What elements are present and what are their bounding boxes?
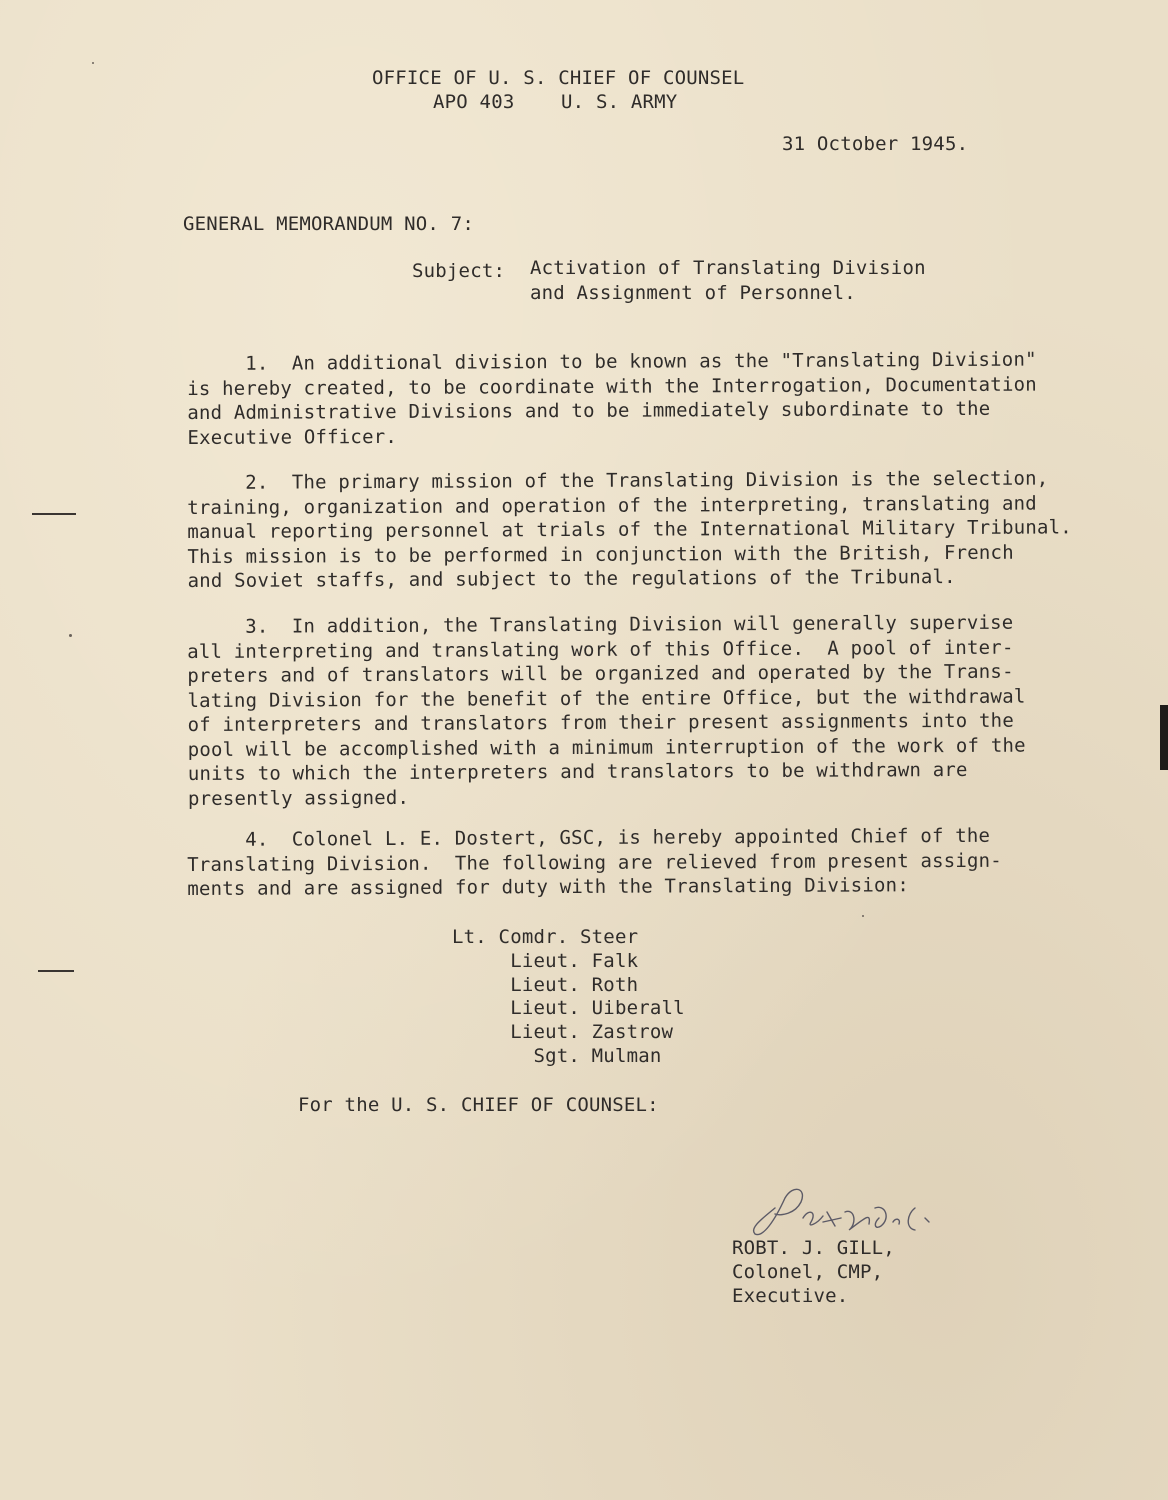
personnel-item: Sgt. Mulman [452,1044,662,1067]
punch-hole-mark-top [32,513,76,515]
punch-hole-mark-bottom [38,970,74,972]
paragraph-3 [187,611,1026,811]
personnel-item: Lieut. Falk [452,949,639,972]
memo-date: 31 October 1945. [782,133,969,155]
paragraph-line: all interpreting and translating work of this Office. A pool of inter- [187,636,1014,663]
signatory-title: Executive. [732,1285,849,1307]
paragraph-2 [187,466,1072,593]
paragraph-line: Executive Officer. [187,425,398,449]
paper-speck [69,634,72,637]
signatory-name: ROBT. J. GILL, [732,1237,895,1259]
signatory-rank: Colonel, CMP, [732,1261,884,1283]
paper-speck [92,62,94,64]
subject-line-2: and Assignment of Personnel. [530,282,856,304]
paragraph-line: preters and of translators will be organized and operated by the Trans- [187,660,1014,687]
paragraph-line: This mission is to be performed in conjunction with the British, French [187,541,1014,568]
subject-line-1: Activation of Translating Division [530,257,926,279]
paragraph-line: is hereby created, to be coordinate with the Interrogation, Documentation [187,373,1037,400]
personnel-item: Lieut. Uiberall [452,997,685,1020]
page-edge-shadow [1160,705,1168,770]
personnel-list [452,926,685,1069]
paragraph-4 [187,824,1002,902]
subject-label: Subject: [412,260,506,282]
header-line-2: APO 403 U. S. ARMY [433,91,678,113]
personnel-item: Lieut. Zastrow [452,1021,674,1044]
paragraph-1 [187,348,1037,450]
paragraph-line: lating Division for the benefit of the entire Office, but the withdrawal [187,685,1026,712]
header-line-1: OFFICE OF U. S. CHIEF OF COUNSEL [372,67,745,89]
paragraph-line: and Soviet staffs, and subject to the regulations of the Tribunal. [187,565,956,592]
paragraph-line: manual reporting personnel at trials of the International Military Tribunal. [187,516,1072,543]
closing-line: For the U. S. CHIEF OF COUNSEL: [298,1094,659,1116]
paragraph-line: 4. Colonel L. E. Dostert, GSC, is hereby appointed Chief of the [187,824,991,851]
paragraph-line: 2. The primary mission of the Translating Division is the selection, [187,467,1049,494]
personnel-item: Lt. Comdr. Steer [452,926,639,948]
paragraph-line: pool will be accomplished with a minimum interruption of the work of the [187,734,1026,761]
paragraph-line: ments and are assigned for duty with the Translating Division: [187,874,909,900]
memo-title: GENERAL MEMORANDUM NO. 7: [183,213,474,235]
personnel-item: Lieut. Roth [452,973,639,996]
paragraph-line: presently assigned. [187,786,410,810]
paragraph-line: of interpreters and translators from their present assignments into the [187,709,1014,736]
paragraph-line: Translating Division. The following are relieved from present assign- [187,849,1002,876]
paragraph-line: 3. In addition, the Translating Division will generally supervise [187,611,1014,638]
paragraph-line: and Administrative Divisions and to be immediately subordinate to the [187,397,991,424]
paragraph-line: training, organization and operation of the interpreting, translating and [187,492,1037,519]
paragraph-line: units to which the interpreters and translators to be withdrawn are [187,758,968,785]
paper-speck [862,915,864,917]
paragraph-line: 1. An additional division to be known as the "Translating Division" [187,348,1037,375]
